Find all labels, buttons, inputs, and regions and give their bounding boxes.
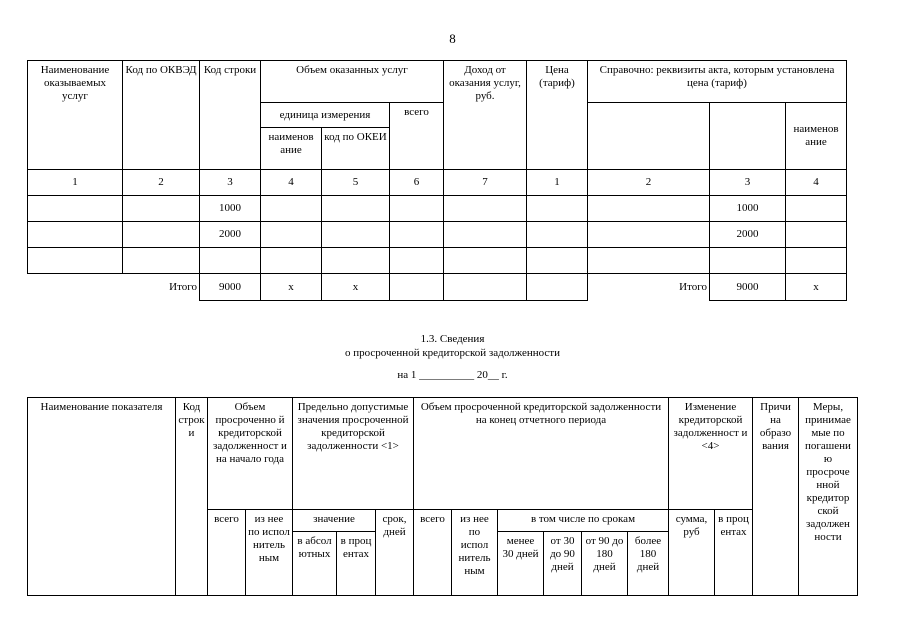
header-abs: в абсол ютных bbox=[293, 532, 337, 596]
header-limit: Предельно допустимые значения просроченной кредиторской задолженности <1> bbox=[293, 398, 414, 510]
header-of-which: из нее по испол нитель ным bbox=[246, 510, 293, 596]
header-total: всего bbox=[390, 103, 444, 170]
header-change: Изменение кредиторской задолженност и <4> bbox=[669, 398, 753, 510]
section-title: 1.3. Сведения bbox=[420, 333, 485, 345]
header-income: Доход от оказания услуг, руб. bbox=[444, 61, 527, 170]
row-code: 2000 bbox=[200, 222, 261, 248]
row-code: 1000 bbox=[200, 196, 261, 222]
header-ref-1 bbox=[588, 103, 710, 170]
header-ref-2 bbox=[710, 103, 786, 170]
header-30-90: от 30 до 90 дней bbox=[544, 532, 582, 596]
header-reference: Справочно: реквизиты акта, которым установлена цена (тариф) bbox=[588, 61, 847, 103]
table-row bbox=[28, 196, 847, 222]
col-number: 6 bbox=[390, 170, 444, 196]
header-value: значение bbox=[293, 510, 376, 532]
col-number: 1 bbox=[28, 170, 123, 196]
total-c5: x bbox=[322, 274, 390, 301]
date-line: на 1 __________ 20__ г. bbox=[397, 369, 508, 381]
header-end-volume: Объем просроченной кредиторской задолженности на конец отчетного периода bbox=[414, 398, 669, 510]
header-total: всего bbox=[208, 510, 246, 596]
header-unit: единица измерения bbox=[261, 103, 390, 128]
header-okei: код по ОКЕИ bbox=[322, 128, 390, 170]
header-unit-name: наименов ание bbox=[261, 128, 322, 170]
total-label: Итого bbox=[169, 280, 197, 293]
services-table bbox=[27, 60, 847, 301]
header-start-volume: Объем просроченно й кредиторской задолженност и на начало года bbox=[208, 398, 293, 510]
total-row bbox=[28, 274, 847, 301]
row-code bbox=[200, 248, 261, 274]
header-total-2: всего bbox=[414, 510, 452, 596]
col-number: 4 bbox=[786, 170, 847, 196]
page-number: 8 bbox=[449, 31, 456, 46]
header-of-which-2: из нее по испол нитель ным bbox=[452, 510, 498, 596]
total-c4: x bbox=[261, 274, 322, 301]
table-row bbox=[28, 222, 847, 248]
ref-total-c4: x bbox=[786, 274, 847, 301]
header-okved: Код по ОКВЭД bbox=[123, 61, 200, 170]
col-number: 2 bbox=[588, 170, 710, 196]
col-number: 2 bbox=[123, 170, 200, 196]
col-number: 7 bbox=[444, 170, 527, 196]
header-over180: более 180 дней bbox=[628, 532, 669, 596]
header-indicator: Наименование показателя bbox=[28, 398, 176, 596]
col-number: 3 bbox=[200, 170, 261, 196]
ref-total-label: Итого bbox=[679, 280, 707, 293]
col-number: 3 bbox=[710, 170, 786, 196]
header-price: Цена (тариф) bbox=[527, 61, 588, 170]
section-subtitle: о просроченной кредиторской задолженности bbox=[345, 347, 560, 359]
header-reasons: Причи на образо вания bbox=[753, 398, 799, 596]
header-sum: сумма, руб bbox=[669, 510, 715, 596]
ref-row-code: 1000 bbox=[710, 196, 786, 222]
header-code: Код строк и bbox=[176, 398, 208, 596]
header-pct: в проц ентах bbox=[337, 532, 376, 596]
header-ref-name: наименов ание bbox=[786, 103, 847, 170]
header-measures: Меры, принимае мые по погашени ю просроче нной кредитор ской задолжен ности bbox=[799, 398, 858, 596]
header-term: срок, дней bbox=[376, 510, 414, 596]
overdue-debt-table bbox=[27, 397, 858, 596]
table-row bbox=[28, 248, 847, 274]
header-90-180: от 90 до 180 дней bbox=[582, 532, 628, 596]
header-less30: менее 30 дней bbox=[498, 532, 544, 596]
ref-row-code bbox=[710, 248, 786, 274]
ref-total-code: 9000 bbox=[710, 274, 786, 301]
header-by-terms: в том числе по срокам bbox=[498, 510, 669, 532]
total-code: 9000 bbox=[200, 274, 261, 301]
header-row-code: Код строки bbox=[200, 61, 261, 170]
col-number: 4 bbox=[261, 170, 322, 196]
col-number: 5 bbox=[322, 170, 390, 196]
header-volume: Объем оказанных услуг bbox=[261, 61, 444, 103]
ref-row-code: 2000 bbox=[710, 222, 786, 248]
header-service-name: Наименование оказываемых услуг bbox=[28, 61, 123, 170]
col-number: 1 bbox=[527, 170, 588, 196]
header-pct-2: в проц ентах bbox=[715, 510, 753, 596]
